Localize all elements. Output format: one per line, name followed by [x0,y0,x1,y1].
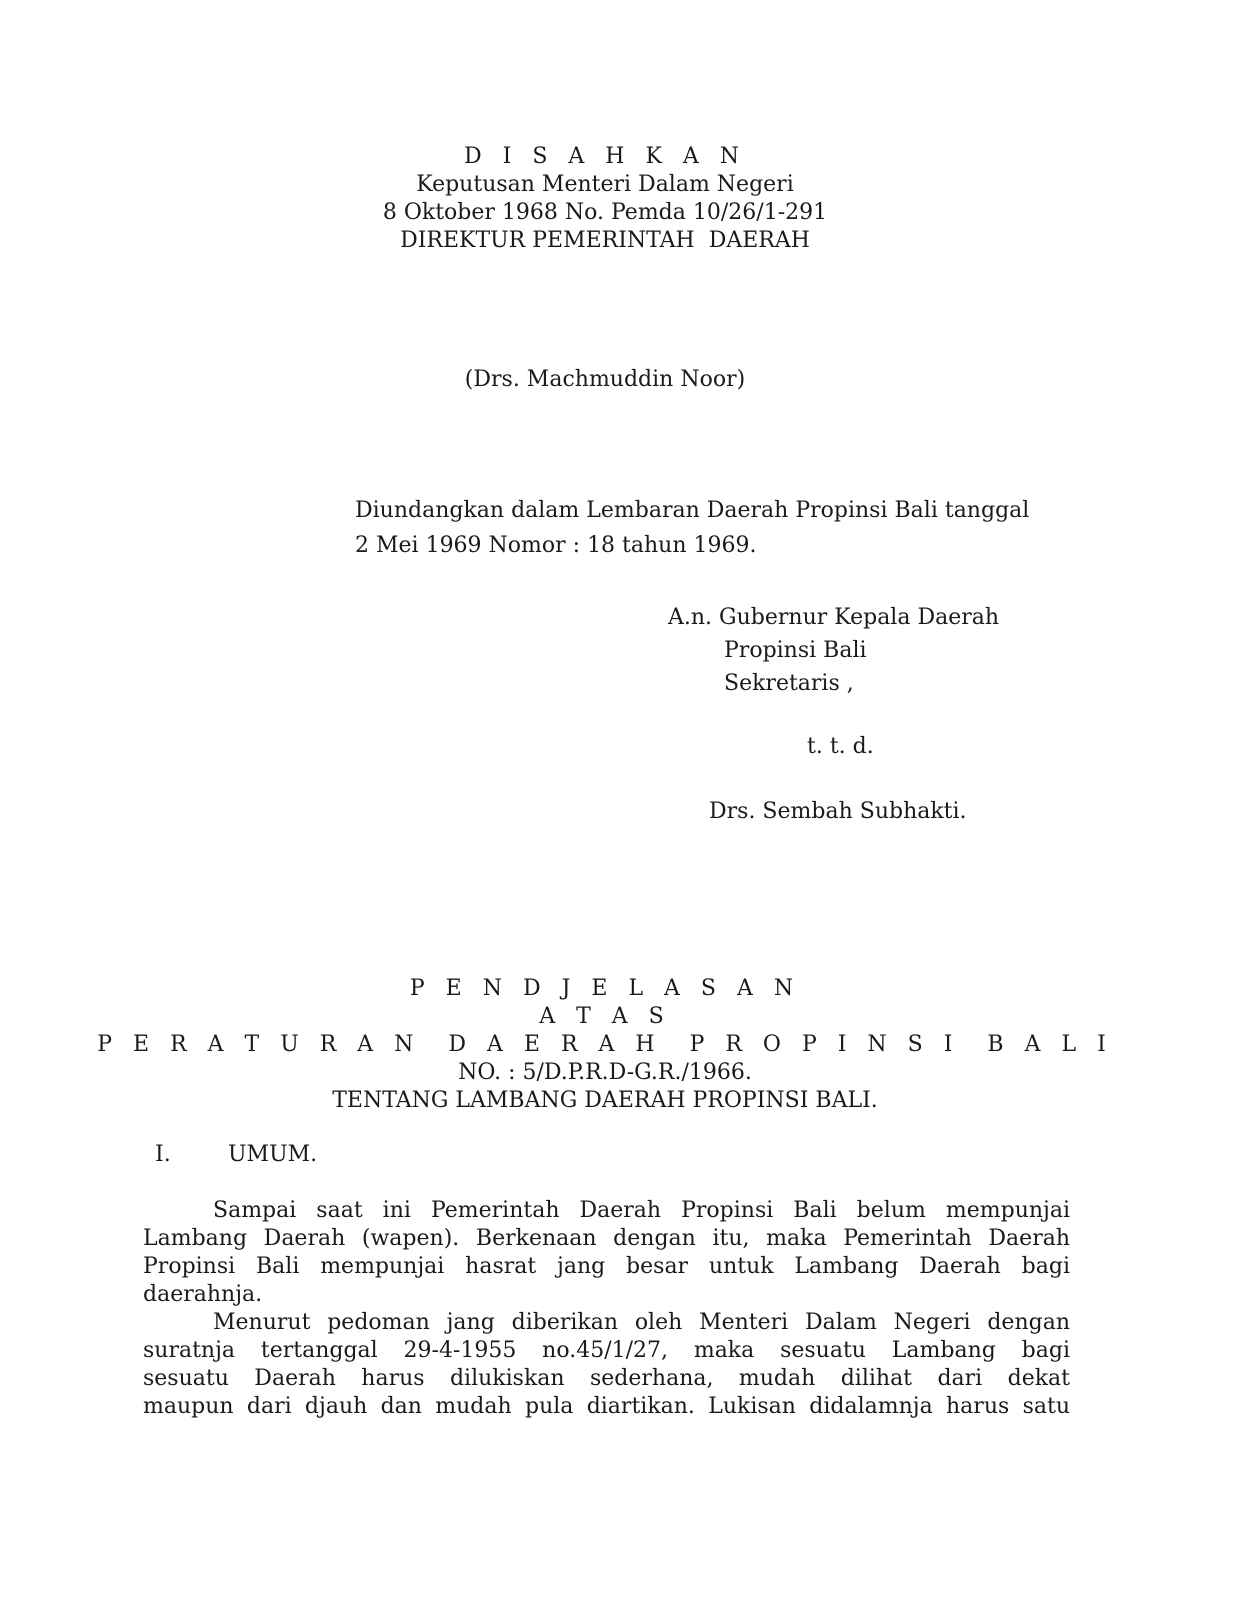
pendjelasan-title-2: A T A S [539,1004,671,1029]
disahkan-line-3: DIREKTUR PEMERINTAH DAERAH [400,228,810,253]
diundangkan-line-1: Diundangkan dalam Lembaran Daerah Propinsi Bali tanggal [355,498,1030,523]
body-p1-line-4: daerahnja. [143,1282,263,1307]
disahkan-line-1: Keputusan Menteri Dalam Negeri [416,172,794,197]
body-p1-line-3: Propinsi Bali mempunjai hasrat jang besar untuk Lambang Daerah bagi [143,1254,1070,1279]
pendjelasan-title-3: P E R A T U R A N D A E R A H P R O P I N S I B A L I [97,1032,1113,1057]
body-p2-line-1: Menurut pedoman jang diberikan oleh Menteri Dalam Negeri dengan [213,1310,1070,1335]
gubernur-line-2: Propinsi Bali [724,638,867,663]
body-p2-line-3: sesuatu Daerah harus dilukiskan sederhana, mudah dilihat dari dekat [143,1366,1070,1391]
gubernur-name: Drs. Sembah Subhakti. [709,799,967,824]
disahkan-heading: D I S A H K A N [464,144,746,169]
gubernur-line-1: A.n. Gubernur Kepala Daerah [668,605,1000,630]
gubernur-ttd: t. t. d. [807,734,874,759]
section-number: I. [155,1142,171,1167]
section-title: UMUM. [228,1142,318,1167]
gubernur-line-3: Sekretaris , [724,671,854,696]
body-p2-line-4: maupun dari djauh dan mudah pula diartikan. Lukisan didalamnja harus satu [143,1394,1070,1419]
body-p1-line-1: Sampai saat ini Pemerintah Daerah Propinsi Bali belum mempunjai [213,1198,1070,1223]
pendjelasan-title-4: NO. : 5/D.P.R.D-G.R./1966. [458,1060,752,1085]
body-p1-line-2: Lambang Daerah (wapen). Berkenaan dengan itu, maka Pemerintah Daerah [143,1226,1070,1251]
pendjelasan-title-1: P E N D J E L A S A N [409,976,801,1001]
body-p2-line-2: suratnja tertanggal 29-4-1955 no.45/1/27, maka sesuatu Lambang bagi [143,1338,1070,1363]
disahkan-line-2: 8 Oktober 1968 No. Pemda 10/26/1-291 [382,200,828,225]
diundangkan-line-2: 2 Mei 1969 Nomor : 18 tahun 1969. [355,533,757,558]
disahkan-signatory: (Drs. Machmuddin Noor) [464,367,746,392]
pendjelasan-title-5: TENTANG LAMBANG DAERAH PROPINSI BALI. [332,1088,878,1113]
